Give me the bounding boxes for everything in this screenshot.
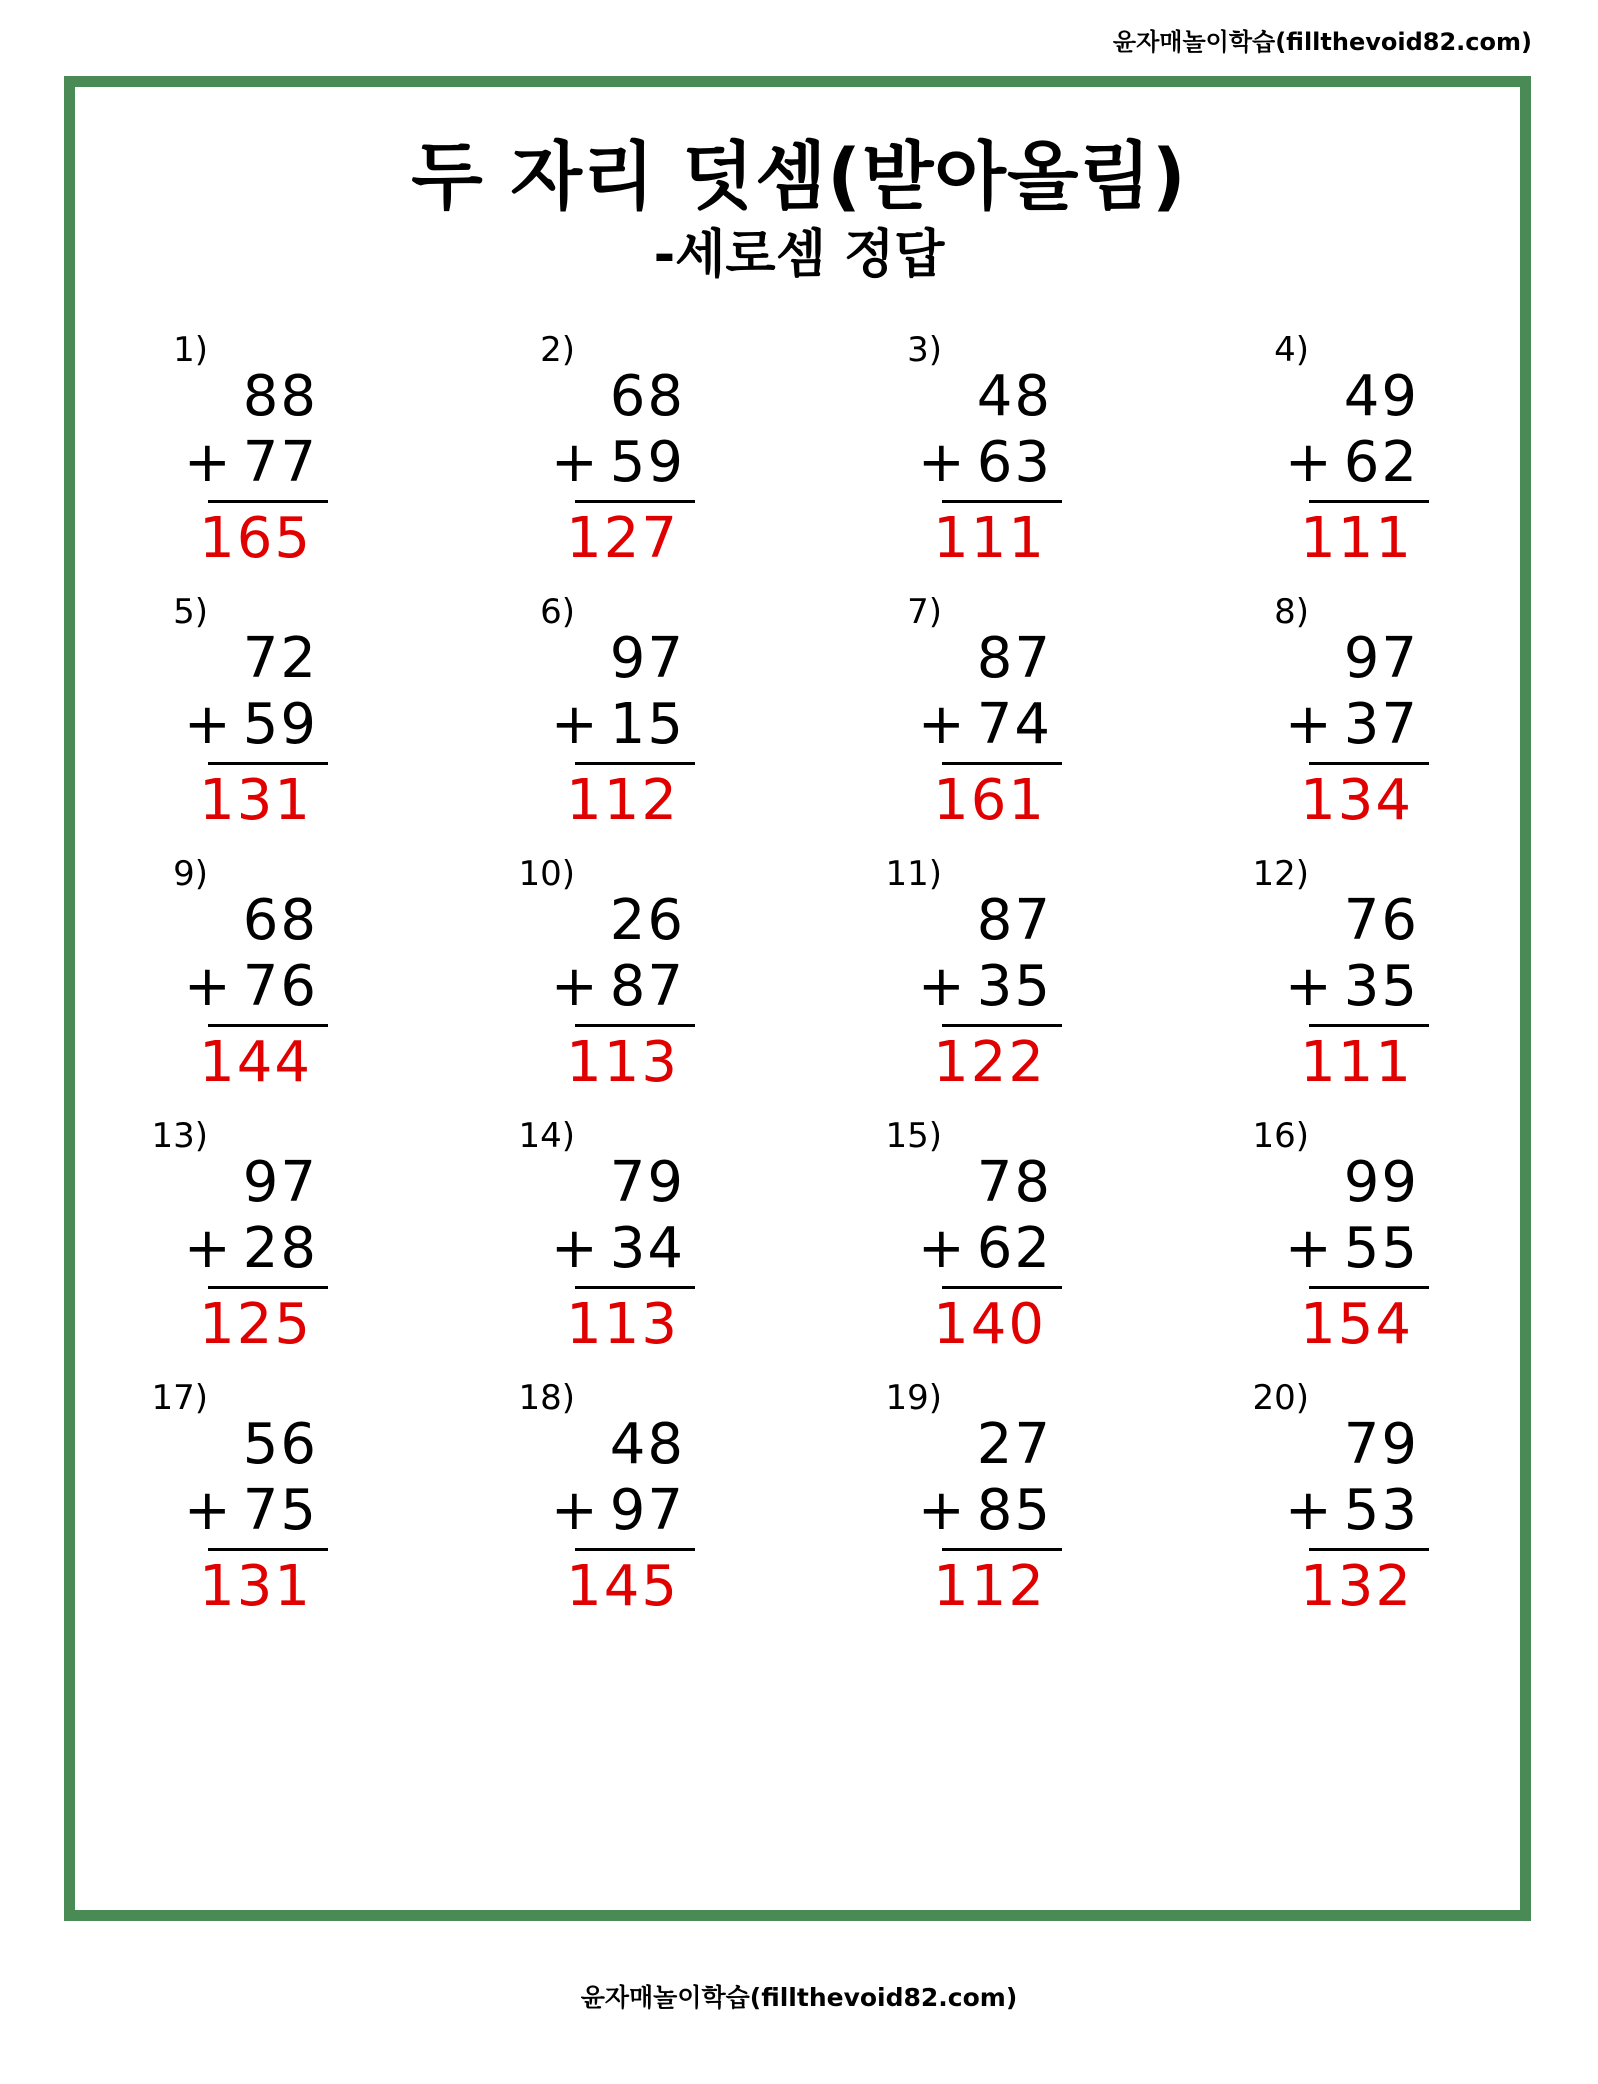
problem-12	[1209, 846, 1429, 1108]
addend-bottom-line	[918, 430, 1052, 495]
addend-bottom-line	[551, 1478, 685, 1543]
problem-number: 7)	[907, 592, 942, 632]
problem-number: 1)	[173, 330, 208, 370]
problem-16	[1209, 1108, 1429, 1370]
problem-number: 13)	[151, 1116, 208, 1156]
problem-grid	[0, 322, 1598, 1652]
answer: 112	[566, 768, 679, 833]
answer: 154	[1300, 1292, 1413, 1357]
problem-6	[475, 584, 695, 846]
addend-top: 99	[1343, 1150, 1419, 1215]
sum-rule	[1309, 1548, 1429, 1551]
answer: 132	[1300, 1554, 1413, 1619]
problem-number: 12)	[1252, 854, 1309, 894]
sum-rule	[942, 500, 1062, 503]
problem-number: 14)	[518, 1116, 575, 1156]
plus-sign: +	[1284, 430, 1334, 495]
problem-19	[842, 1370, 1062, 1632]
problem-14	[475, 1108, 695, 1370]
plus-sign: +	[550, 430, 600, 495]
addend-bottom: 62	[1343, 430, 1419, 495]
problem-15	[842, 1108, 1062, 1370]
problem-number: 9)	[173, 854, 208, 894]
problem-2	[475, 322, 695, 584]
addend-bottom-line	[184, 692, 318, 757]
problem-7	[842, 584, 1062, 846]
answer: 144	[199, 1030, 312, 1095]
addend-bottom: 35	[1343, 954, 1419, 1019]
problem-number: 10)	[518, 854, 575, 894]
sum-rule	[208, 1024, 328, 1027]
answer: 112	[933, 1554, 1046, 1619]
answer: 165	[199, 506, 312, 571]
addend-bottom: 37	[1343, 692, 1419, 757]
addend-bottom: 85	[976, 1478, 1052, 1543]
problem-17	[108, 1370, 328, 1632]
problem-13	[108, 1108, 328, 1370]
answer: 127	[566, 506, 679, 571]
problem-20	[1209, 1370, 1429, 1632]
problem-number: 16)	[1252, 1116, 1309, 1156]
addend-bottom: 87	[609, 954, 685, 1019]
problem-number: 18)	[518, 1378, 575, 1418]
addend-bottom-line	[918, 1216, 1052, 1281]
sum-rule	[942, 1024, 1062, 1027]
answer: 111	[1300, 1030, 1413, 1095]
addend-bottom-line	[551, 430, 685, 495]
problem-3	[842, 322, 1062, 584]
sum-rule	[208, 762, 328, 765]
addend-top: 68	[609, 364, 685, 429]
addend-top: 68	[242, 888, 318, 953]
addend-bottom-line	[184, 1216, 318, 1281]
addend-bottom: 15	[609, 692, 685, 757]
addend-bottom-line	[1285, 1216, 1419, 1281]
addend-top: 48	[976, 364, 1052, 429]
addend-bottom: 35	[976, 954, 1052, 1019]
addend-bottom: 55	[1343, 1216, 1419, 1281]
addend-bottom-line	[1285, 1478, 1419, 1543]
addend-top: 87	[976, 888, 1052, 953]
addend-top: 97	[1343, 626, 1419, 691]
problem-10	[475, 846, 695, 1108]
sum-rule	[575, 1548, 695, 1551]
problem-11	[842, 846, 1062, 1108]
sum-rule	[1309, 1024, 1429, 1027]
plus-sign: +	[183, 430, 233, 495]
addend-bottom-line	[551, 1216, 685, 1281]
addend-bottom-line	[184, 1478, 318, 1543]
answer: 131	[199, 1554, 312, 1619]
problem-number: 19)	[885, 1378, 942, 1418]
addend-bottom-line	[1285, 430, 1419, 495]
addend-bottom-line	[551, 954, 685, 1019]
problem-number: 3)	[907, 330, 942, 370]
addend-bottom: 77	[242, 430, 318, 495]
plus-sign: +	[550, 692, 600, 757]
addend-bottom: 63	[976, 430, 1052, 495]
problem-5	[108, 584, 328, 846]
addend-top: 72	[242, 626, 318, 691]
answer: 113	[566, 1030, 679, 1095]
problem-number: 2)	[540, 330, 575, 370]
problem-number: 11)	[885, 854, 942, 894]
plus-sign: +	[1284, 1478, 1334, 1543]
problem-number: 8)	[1274, 592, 1309, 632]
addend-top: 56	[242, 1412, 318, 1477]
addend-bottom: 34	[609, 1216, 685, 1281]
plus-sign: +	[183, 1216, 233, 1281]
addend-bottom-line	[1285, 692, 1419, 757]
addend-top: 78	[976, 1150, 1052, 1215]
problem-9	[108, 846, 328, 1108]
addend-bottom-line	[918, 954, 1052, 1019]
sum-rule	[575, 1024, 695, 1027]
sum-rule	[575, 1286, 695, 1289]
problem-8	[1209, 584, 1429, 846]
worksheet-title: 두 자리 덧셈(받아올림)	[411, 134, 1187, 220]
plus-sign: +	[917, 1216, 967, 1281]
addend-top: 87	[976, 626, 1052, 691]
answer: 161	[933, 768, 1046, 833]
sum-rule	[208, 1548, 328, 1551]
answer: 140	[933, 1292, 1046, 1357]
answer: 122	[933, 1030, 1046, 1095]
sum-rule	[575, 762, 695, 765]
addend-top: 76	[1343, 888, 1419, 953]
sum-rule	[208, 1286, 328, 1289]
answer: 145	[566, 1554, 679, 1619]
sum-rule	[575, 500, 695, 503]
plus-sign: +	[1284, 1216, 1334, 1281]
addend-bottom: 59	[242, 692, 318, 757]
problem-number: 4)	[1274, 330, 1309, 370]
plus-sign: +	[183, 692, 233, 757]
addend-top: 79	[609, 1150, 685, 1215]
answer: 134	[1300, 768, 1413, 833]
plus-sign: +	[550, 1216, 600, 1281]
plus-sign: +	[917, 692, 967, 757]
plus-sign: +	[917, 1478, 967, 1543]
addend-top: 79	[1343, 1412, 1419, 1477]
problem-1	[108, 322, 328, 584]
sum-rule	[208, 500, 328, 503]
addend-top: 49	[1343, 364, 1419, 429]
answer: 113	[566, 1292, 679, 1357]
answer: 125	[199, 1292, 312, 1357]
header-credit: 윤자매놀이학습(fillthevoid82.com)	[1112, 28, 1532, 56]
addend-bottom: 59	[609, 430, 685, 495]
problem-number: 17)	[151, 1378, 208, 1418]
plus-sign: +	[550, 1478, 600, 1543]
addend-bottom: 62	[976, 1216, 1052, 1281]
addend-bottom-line	[1285, 954, 1419, 1019]
addend-bottom-line	[918, 1478, 1052, 1543]
answer: 111	[933, 506, 1046, 571]
addend-bottom: 76	[242, 954, 318, 1019]
sum-rule	[942, 1548, 1062, 1551]
addend-top: 26	[609, 888, 685, 953]
addend-bottom-line	[184, 430, 318, 495]
sum-rule	[942, 1286, 1062, 1289]
plus-sign: +	[917, 954, 967, 1019]
problem-18	[475, 1370, 695, 1632]
sum-rule	[1309, 1286, 1429, 1289]
sum-rule	[1309, 762, 1429, 765]
plus-sign: +	[183, 954, 233, 1019]
footer-credit: 윤자매놀이학습(fillthevoid82.com)	[580, 1983, 1018, 2012]
addend-top: 88	[242, 364, 318, 429]
addend-bottom: 74	[976, 692, 1052, 757]
sum-rule	[1309, 500, 1429, 503]
problem-number: 20)	[1252, 1378, 1309, 1418]
addend-top: 97	[609, 626, 685, 691]
addend-bottom-line	[184, 954, 318, 1019]
plus-sign: +	[550, 954, 600, 1019]
problem-number: 15)	[885, 1116, 942, 1156]
addend-top: 27	[976, 1412, 1052, 1477]
addend-top: 48	[609, 1412, 685, 1477]
addend-bottom-line	[551, 692, 685, 757]
worksheet-subtitle: -세로셈 정답	[653, 225, 945, 285]
addend-bottom: 75	[242, 1478, 318, 1543]
sum-rule	[942, 762, 1062, 765]
plus-sign: +	[917, 430, 967, 495]
answer: 131	[199, 768, 312, 833]
addend-bottom: 97	[609, 1478, 685, 1543]
addend-bottom: 28	[242, 1216, 318, 1281]
problem-number: 6)	[540, 592, 575, 632]
addend-bottom: 53	[1343, 1478, 1419, 1543]
problem-number: 5)	[173, 592, 208, 632]
plus-sign: +	[1284, 954, 1334, 1019]
plus-sign: +	[1284, 692, 1334, 757]
answer: 111	[1300, 506, 1413, 571]
addend-top: 97	[242, 1150, 318, 1215]
problem-4	[1209, 322, 1429, 584]
plus-sign: +	[183, 1478, 233, 1543]
addend-bottom-line	[918, 692, 1052, 757]
